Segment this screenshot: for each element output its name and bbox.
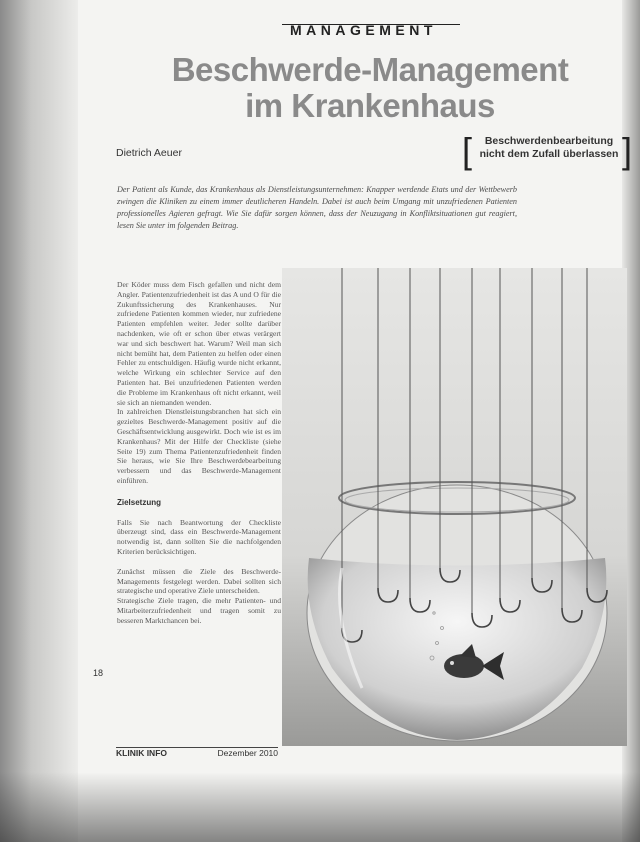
page-bottom-shadow — [0, 772, 640, 842]
page-gutter-shadow — [0, 0, 78, 842]
article-title — [100, 52, 640, 124]
footer-date: Dezember 2010 — [217, 748, 278, 758]
author-byline: Dietrich Aeuer — [116, 147, 182, 159]
paragraph: Der Köder muss dem Fisch gefallen und nicht dem Angler. Patientenzufriedenheit ist das A und O für die Zukunftssicherung des Krankenhauses. Nur zufriedene Patienten kommen wieder, nur zufriedene Patienten empfehlen weiter. Jeder sollte darüber nachdenken, wie oft er schon über etwas verärgert war und sich beschwert hat. Warum? Weil man sich nicht bemüht hat, dem Patienten zu helfen oder einen Fehler zu entschuldigen. Häufig wurde nicht erkannt, welche Wirkung ein schlechter Service auf den Patienten hat. Bei unzufriedenen Patienten werden die Probleme im Krankenhaus oft nicht erkannt, weil sie sich an niemanden wenden. — [117, 280, 281, 407]
paragraph: In zahlreichen Dienstleistungsbranchen hat sich ein gezieltes Beschwerde-Management positiv auf die Geschäftsentwicklung ausgewirkt. Doch wie ist es im Krankenhaus? Mit der Hilfe der Checkliste (siehe Seite 19) zum Thema Patientenzufriedenheit finden Sie heraus, wie Sie Ihre Beschwerdebearbeitung verbessern und das Beschwerde-Management einführen. — [117, 407, 281, 485]
paragraph: Zunächst müssen die Ziele des Beschwerde-Managements festgelegt werden. Dabei sollten sich strategische und operative Ziele unterscheiden. — [117, 566, 281, 596]
page-footer — [116, 747, 278, 760]
page-number: 18 — [93, 668, 104, 678]
paragraph: Strategische Ziele tragen, die mehr Patienten- und Mitarbeiterzufriedenheit und tragen somit zu besseren Marktchancen bei. — [117, 596, 281, 625]
paragraph: Falls Sie nach Beantwortung der Checkliste überzeugt sind, dass ein Beschwerde-Management notwendig ist, dann sollten Sie die nachfolgenden Kriterien berücksichtigen. — [117, 517, 281, 556]
footer-magazine: KLINIK INFO — [116, 748, 167, 758]
section-label: MANAGEMENT — [290, 22, 437, 38]
lead-paragraph: Der Patient als Kunde, das Krankenhaus als Dienstleistungsunternehmen: Knapper werdende Etats und der Wettbewerb zwingen die Kliniken zu einem immer deutlicheren Handeln. Dabei ist auch beim Umgang mit unzufriedenen Patienten professionelles Agieren gefragt. Wie Sie dafür sorgen können, dass der Neuzugang in Konfliktsituationen gut reagiert, lesen Sie unter im folgenden Beitrag. — [117, 185, 517, 230]
kicker-text — [476, 135, 622, 161]
title-line-2: im Krankenhaus — [245, 87, 495, 124]
subheading: Zielsetzung — [117, 497, 162, 507]
bracket-right-icon: ] — [621, 130, 632, 171]
bracket-left-icon: [ — [462, 130, 473, 171]
kicker-line-2: nicht dem Zufall überlassen — [479, 148, 619, 160]
title-line-1: Beschwerde-Management — [171, 51, 569, 88]
kicker-line-1: Beschwerdenbearbeitung — [484, 135, 614, 147]
fishbowl-with-hooks-photo — [282, 268, 627, 746]
body-column — [117, 280, 281, 626]
kicker-box — [462, 131, 632, 173]
